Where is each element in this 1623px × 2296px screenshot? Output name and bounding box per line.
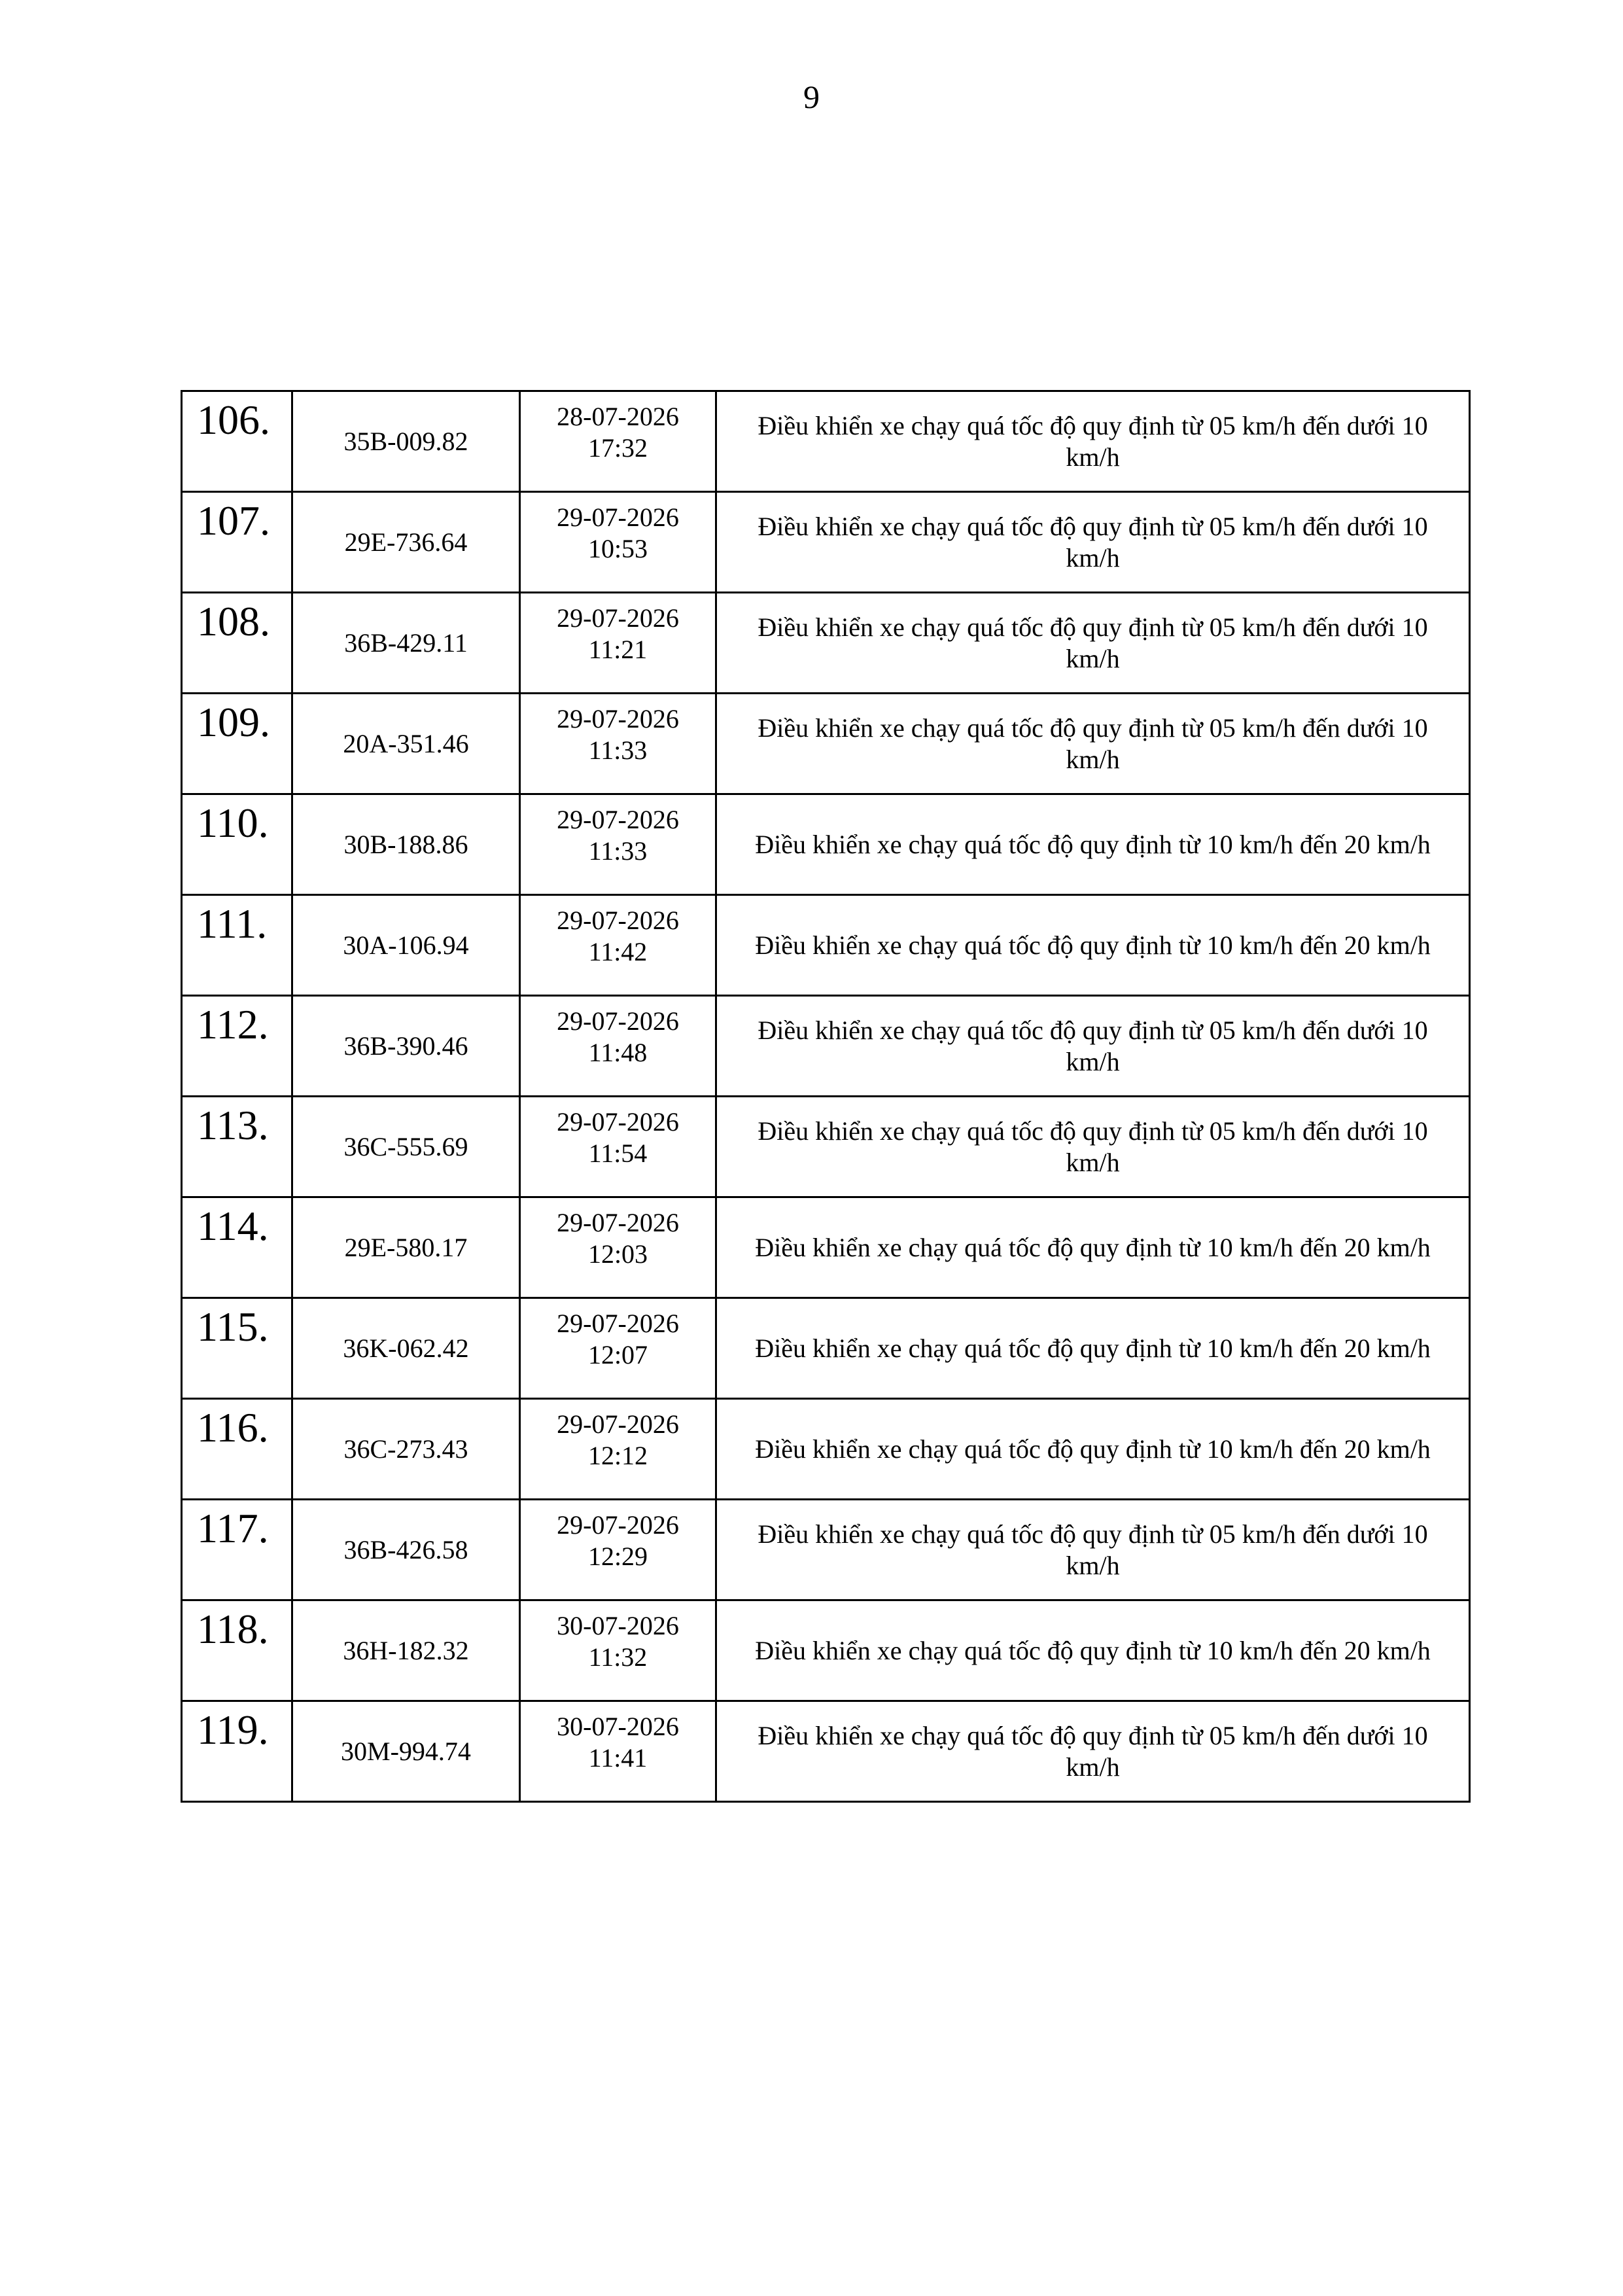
license-plate: 30M-994.74 [292, 1701, 520, 1802]
violation-description: Điều khiển xe chạy quá tốc độ quy định từ 05 km/h đến dưới 10 km/h [716, 1701, 1470, 1802]
row-number: 119. [182, 1701, 292, 1802]
license-plate: 36B-390.46 [292, 996, 520, 1097]
violation-time: 12:29 [587, 1542, 648, 1571]
license-plate: 36K-062.42 [292, 1298, 520, 1399]
violation-time: 10:53 [587, 534, 648, 563]
violation-datetime [520, 1701, 716, 1802]
violation-description: Điều khiển xe chạy quá tốc độ quy định từ 05 km/h đến dưới 10 km/h [716, 996, 1470, 1097]
violation-date: 29-07-2026 [557, 1309, 679, 1338]
table-row [182, 996, 1470, 1097]
table-row [182, 1298, 1470, 1399]
violation-date: 28-07-2026 [557, 402, 679, 431]
violation-time: 11:54 [588, 1139, 648, 1168]
violation-time: 12:07 [587, 1340, 648, 1369]
license-plate: 36B-426.58 [292, 1500, 520, 1600]
violation-date: 29-07-2026 [557, 503, 679, 532]
table-row [182, 1701, 1470, 1802]
license-plate: 30B-188.86 [292, 794, 520, 895]
violation-datetime [520, 895, 716, 996]
violation-date: 29-07-2026 [557, 1510, 679, 1540]
violation-datetime [520, 996, 716, 1097]
license-plate: 29E-580.17 [292, 1197, 520, 1298]
row-number: 111. [182, 895, 292, 996]
violation-datetime [520, 1298, 716, 1399]
violation-date: 30-07-2026 [557, 1712, 679, 1741]
license-plate: 20A-351.46 [292, 694, 520, 794]
license-plate: 36H-182.32 [292, 1600, 520, 1701]
violation-date: 29-07-2026 [557, 906, 679, 935]
violation-datetime [520, 593, 716, 694]
row-number: 114. [182, 1197, 292, 1298]
violation-datetime [520, 1500, 716, 1600]
violation-description: Điều khiển xe chạy quá tốc độ quy định từ 10 km/h đến 20 km/h [716, 794, 1470, 895]
violation-description: Điều khiển xe chạy quá tốc độ quy định từ 10 km/h đến 20 km/h [716, 895, 1470, 996]
violation-date: 29-07-2026 [557, 1409, 679, 1439]
table-row [182, 895, 1470, 996]
violation-description: Điều khiển xe chạy quá tốc độ quy định từ 05 km/h đến dưới 10 km/h [716, 593, 1470, 694]
table-row [182, 794, 1470, 895]
violation-time: 11:21 [588, 635, 648, 664]
violation-date: 29-07-2026 [557, 1107, 679, 1137]
violation-time: 17:32 [587, 433, 648, 463]
violation-time: 11:32 [588, 1642, 648, 1672]
row-number: 106. [182, 391, 292, 492]
violations-table [181, 390, 1471, 1803]
violation-time: 11:41 [588, 1743, 648, 1773]
license-plate: 29E-736.64 [292, 492, 520, 593]
license-plate: 30A-106.94 [292, 895, 520, 996]
violation-description: Điều khiển xe chạy quá tốc độ quy định từ 05 km/h đến dưới 10 km/h [716, 492, 1470, 593]
license-plate: 35B-009.82 [292, 391, 520, 492]
violation-datetime [520, 391, 716, 492]
license-plate: 36B-429.11 [292, 593, 520, 694]
table-row [182, 1097, 1470, 1197]
violation-date: 30-07-2026 [557, 1611, 679, 1640]
violation-description: Điều khiển xe chạy quá tốc độ quy định từ 10 km/h đến 20 km/h [716, 1298, 1470, 1399]
table-row [182, 492, 1470, 593]
violation-description: Điều khiển xe chạy quá tốc độ quy định từ 05 km/h đến dưới 10 km/h [716, 694, 1470, 794]
row-number: 110. [182, 794, 292, 895]
table-row [182, 593, 1470, 694]
row-number: 118. [182, 1600, 292, 1701]
table-row [182, 391, 1470, 492]
violation-datetime [520, 1197, 716, 1298]
license-plate: 36C-273.43 [292, 1399, 520, 1500]
violation-description: Điều khiển xe chạy quá tốc độ quy định từ 10 km/h đến 20 km/h [716, 1197, 1470, 1298]
violation-time: 11:33 [588, 735, 648, 765]
row-number: 113. [182, 1097, 292, 1197]
violation-date: 29-07-2026 [557, 704, 679, 733]
violation-time: 11:33 [588, 836, 648, 866]
table-row [182, 694, 1470, 794]
violation-description: Điều khiển xe chạy quá tốc độ quy định từ 05 km/h đến dưới 10 km/h [716, 1097, 1470, 1197]
table-row [182, 1600, 1470, 1701]
violation-datetime [520, 492, 716, 593]
row-number: 112. [182, 996, 292, 1097]
violation-time: 12:03 [587, 1239, 648, 1269]
violation-datetime [520, 1399, 716, 1500]
violation-date: 29-07-2026 [557, 603, 679, 633]
row-number: 107. [182, 492, 292, 593]
table-row [182, 1500, 1470, 1600]
violation-description: Điều khiển xe chạy quá tốc độ quy định từ 05 km/h đến dưới 10 km/h [716, 1500, 1470, 1600]
table-row [182, 1399, 1470, 1500]
violation-description: Điều khiển xe chạy quá tốc độ quy định từ 05 km/h đến dưới 10 km/h [716, 391, 1470, 492]
violation-datetime [520, 794, 716, 895]
violation-description: Điều khiển xe chạy quá tốc độ quy định từ 10 km/h đến 20 km/h [716, 1399, 1470, 1500]
violation-date: 29-07-2026 [557, 1006, 679, 1036]
violation-date: 29-07-2026 [557, 1208, 679, 1237]
row-number: 115. [182, 1298, 292, 1399]
violation-datetime [520, 1600, 716, 1701]
row-number: 108. [182, 593, 292, 694]
violation-datetime [520, 1097, 716, 1197]
violation-time: 12:12 [587, 1441, 648, 1470]
violation-time: 11:42 [588, 937, 648, 966]
violation-datetime [520, 694, 716, 794]
page-number: 9 [803, 79, 820, 115]
row-number: 109. [182, 694, 292, 794]
row-number: 117. [182, 1500, 292, 1600]
violation-date: 29-07-2026 [557, 805, 679, 834]
table-row [182, 1197, 1470, 1298]
violation-time: 11:48 [588, 1038, 648, 1067]
violation-description: Điều khiển xe chạy quá tốc độ quy định từ 10 km/h đến 20 km/h [716, 1600, 1470, 1701]
violations-table-body [182, 391, 1470, 1802]
row-number: 116. [182, 1399, 292, 1500]
license-plate: 36C-555.69 [292, 1097, 520, 1197]
